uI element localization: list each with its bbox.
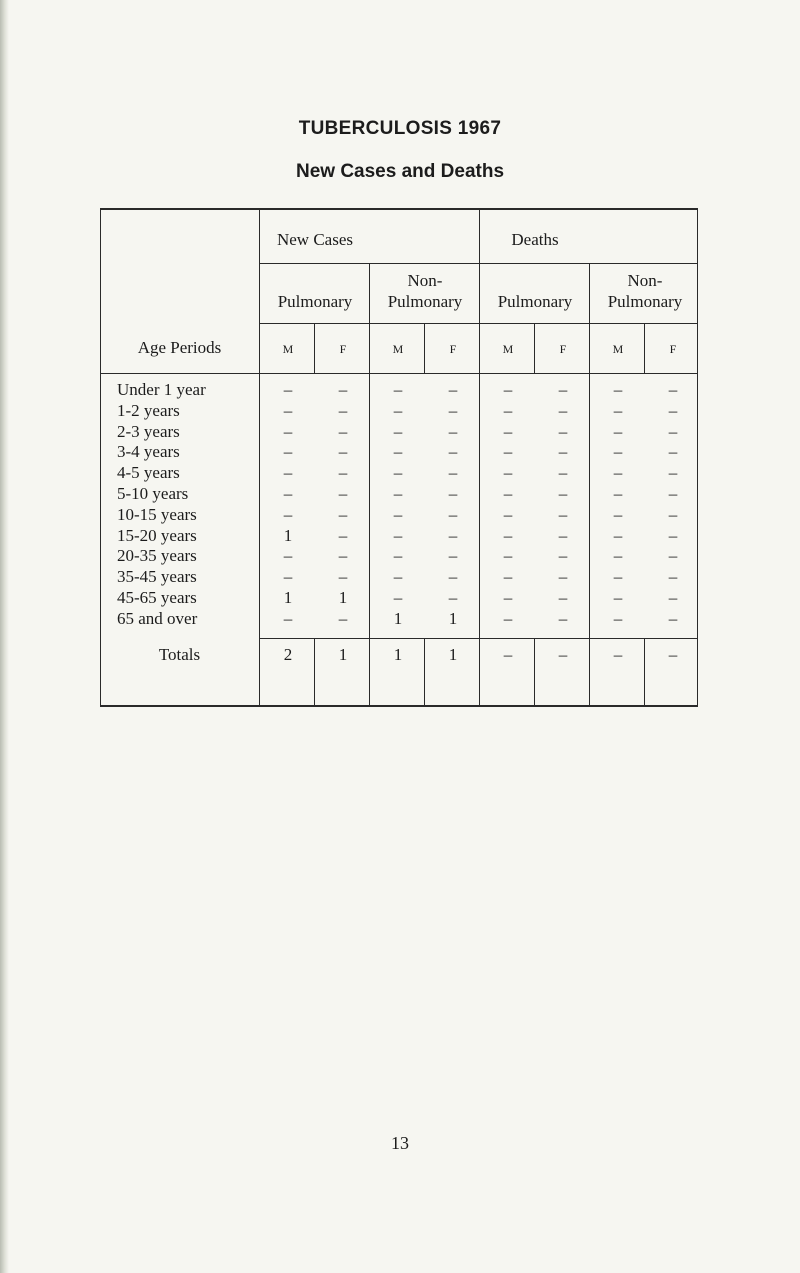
table-cell: – xyxy=(393,380,403,399)
table-cell: – xyxy=(448,504,458,524)
table-cell: – xyxy=(283,567,293,587)
type-header-2-line1: Non- xyxy=(407,271,443,290)
table-cell: – xyxy=(613,546,623,566)
table-cell: – xyxy=(668,546,678,566)
table-cell: – xyxy=(338,421,348,441)
table-cell: – xyxy=(338,484,348,503)
table-cell: – xyxy=(503,421,513,441)
age-period-label: 5-10 years xyxy=(117,484,189,503)
group-header-rule xyxy=(259,263,698,264)
table-cell: – xyxy=(393,463,403,483)
table-cell: – xyxy=(338,463,348,483)
table-cell: – xyxy=(558,546,568,566)
table-cell: – xyxy=(393,484,403,503)
table-cell: – xyxy=(558,608,568,628)
table-cell: 1 xyxy=(393,608,403,628)
table-cell: – xyxy=(613,608,623,628)
table-top-rule xyxy=(100,208,698,210)
sex-label: F xyxy=(559,342,567,356)
table-cell: – xyxy=(448,421,458,441)
table-cell: – xyxy=(283,421,293,441)
table-cell: – xyxy=(503,442,513,462)
totals-label: Totals xyxy=(158,645,201,664)
table-cell: – xyxy=(393,442,403,462)
table-cell: – xyxy=(448,463,458,483)
age-period-label: 3-4 years xyxy=(117,442,180,462)
group-header-deaths: Deaths xyxy=(511,230,559,249)
table-cell: – xyxy=(283,608,293,628)
table-left-rule xyxy=(100,208,101,707)
type-header-rule xyxy=(259,323,698,324)
type-header-1-line2: Pulmonary xyxy=(277,292,353,311)
table-cell: – xyxy=(283,504,293,524)
table-cell: – xyxy=(613,588,623,607)
table-cell: – xyxy=(503,608,513,628)
table-cell: – xyxy=(668,421,678,441)
sex-label: M xyxy=(282,342,294,356)
table-cell: – xyxy=(393,546,403,566)
table-cell: – xyxy=(338,546,348,566)
page-number: 13 xyxy=(391,1133,409,1153)
table-cell: – xyxy=(668,567,678,587)
table-cell: – xyxy=(558,463,568,483)
table-cell: – xyxy=(613,567,623,587)
table-cell: – xyxy=(338,567,348,587)
table-cell: – xyxy=(448,567,458,587)
table-cell: – xyxy=(338,380,348,399)
table-cell: 1 xyxy=(338,588,348,607)
type-header-4-line2: Pulmonary xyxy=(607,292,683,311)
total-value: – xyxy=(668,645,678,664)
table-cell: – xyxy=(668,608,678,628)
table-cell: – xyxy=(668,380,678,399)
table-cell: – xyxy=(558,525,568,545)
table-cell: – xyxy=(668,463,678,483)
table-cell: – xyxy=(558,442,568,462)
total-value: – xyxy=(558,645,568,664)
total-value: 1 xyxy=(338,645,348,664)
table-cell: – xyxy=(283,546,293,566)
sex-header-rule xyxy=(100,373,698,374)
table-cell: – xyxy=(668,525,678,545)
table-cell: – xyxy=(338,608,348,628)
table-cell: 1 xyxy=(283,525,293,545)
table-cell: – xyxy=(503,463,513,483)
table-cell: – xyxy=(558,421,568,441)
age-period-label: 1-2 years xyxy=(117,400,180,420)
table-cell: – xyxy=(668,484,678,503)
type-header-4-line1: Non- xyxy=(627,271,663,290)
table-cell: – xyxy=(558,400,568,420)
tuberculosis-table xyxy=(100,208,698,708)
page-subtitle: New Cases and Deaths xyxy=(295,161,505,182)
table-cell: – xyxy=(448,442,458,462)
table-cell: – xyxy=(393,400,403,420)
age-period-label: 2-3 years xyxy=(117,421,180,441)
table-cell: – xyxy=(503,400,513,420)
table-cell: – xyxy=(613,525,623,545)
sex-label: M xyxy=(612,342,624,356)
table-cell: – xyxy=(613,421,623,441)
scan-edge xyxy=(0,0,9,1273)
sex-label: F xyxy=(669,342,677,356)
table-cell: – xyxy=(503,588,513,607)
table-cell: – xyxy=(668,588,678,607)
age-period-label: 20-35 years xyxy=(117,546,197,566)
table-cell: – xyxy=(393,525,403,545)
table-cell: – xyxy=(393,588,403,607)
table-cell: – xyxy=(448,525,458,545)
table-cell: – xyxy=(503,525,513,545)
row-header-label: Age Periods xyxy=(137,338,222,357)
table-cell: – xyxy=(448,380,458,399)
table-cell: – xyxy=(283,442,293,462)
table-cell: – xyxy=(503,567,513,587)
table-cell: – xyxy=(338,525,348,545)
total-value: – xyxy=(503,645,513,664)
table-cell: – xyxy=(558,504,568,524)
age-period-label: 45-65 years xyxy=(117,588,197,607)
type-header-2-line2: Pulmonary xyxy=(387,292,463,311)
table-cell: – xyxy=(558,567,568,587)
table-cell: 1 xyxy=(283,588,293,607)
table-cell: – xyxy=(558,484,568,503)
table-cell: – xyxy=(503,380,513,399)
table-cell: – xyxy=(613,442,623,462)
sex-label: M xyxy=(392,342,404,356)
age-period-label: Under 1 year xyxy=(117,380,206,399)
group-header-new-cases: New Cases xyxy=(276,230,353,249)
table-cell: – xyxy=(393,421,403,441)
table-cell: – xyxy=(448,588,458,607)
table-cell: – xyxy=(283,484,293,503)
total-value: 1 xyxy=(448,645,458,664)
table-cell: – xyxy=(613,380,623,399)
sex-label: F xyxy=(339,342,347,356)
age-period-label: 35-45 years xyxy=(117,567,197,587)
table-cell: 1 xyxy=(448,608,458,628)
age-period-label: 10-15 years xyxy=(117,504,197,524)
table-cell: – xyxy=(668,400,678,420)
page-title: TUBERCULOSIS 1967 xyxy=(298,118,502,139)
table-cell: – xyxy=(668,504,678,524)
age-period-label: 65 and over xyxy=(117,608,198,628)
totals-rule xyxy=(259,638,698,639)
table-cell: – xyxy=(503,504,513,524)
table-cell: – xyxy=(283,400,293,420)
type-header-3-line2: Pulmonary xyxy=(497,292,573,311)
table-cell: – xyxy=(503,484,513,503)
table-cell: – xyxy=(338,400,348,420)
table-bottom-rule xyxy=(100,705,698,707)
sex-label: F xyxy=(449,342,457,356)
age-period-label: 15-20 years xyxy=(117,525,197,545)
sex-label: M xyxy=(502,342,514,356)
table-cell: – xyxy=(558,380,568,399)
table-cell: – xyxy=(613,463,623,483)
total-value: 1 xyxy=(393,645,403,664)
table-cell: – xyxy=(448,484,458,503)
age-period-label: 4-5 years xyxy=(117,463,180,483)
table-cell: – xyxy=(393,504,403,524)
table-cell: – xyxy=(613,504,623,524)
table-cell: – xyxy=(448,400,458,420)
total-value: – xyxy=(613,645,623,664)
table-cell: – xyxy=(668,442,678,462)
table-cell: – xyxy=(613,400,623,420)
table-cell: – xyxy=(283,380,293,399)
table-cell: – xyxy=(393,567,403,587)
table-cell: – xyxy=(338,504,348,524)
table-cell: – xyxy=(558,588,568,607)
table-cell: – xyxy=(613,484,623,503)
table-cell: – xyxy=(338,442,348,462)
table-cell: – xyxy=(503,546,513,566)
table-cell: – xyxy=(448,546,458,566)
total-value: 2 xyxy=(283,645,293,664)
table-cell: – xyxy=(283,463,293,483)
